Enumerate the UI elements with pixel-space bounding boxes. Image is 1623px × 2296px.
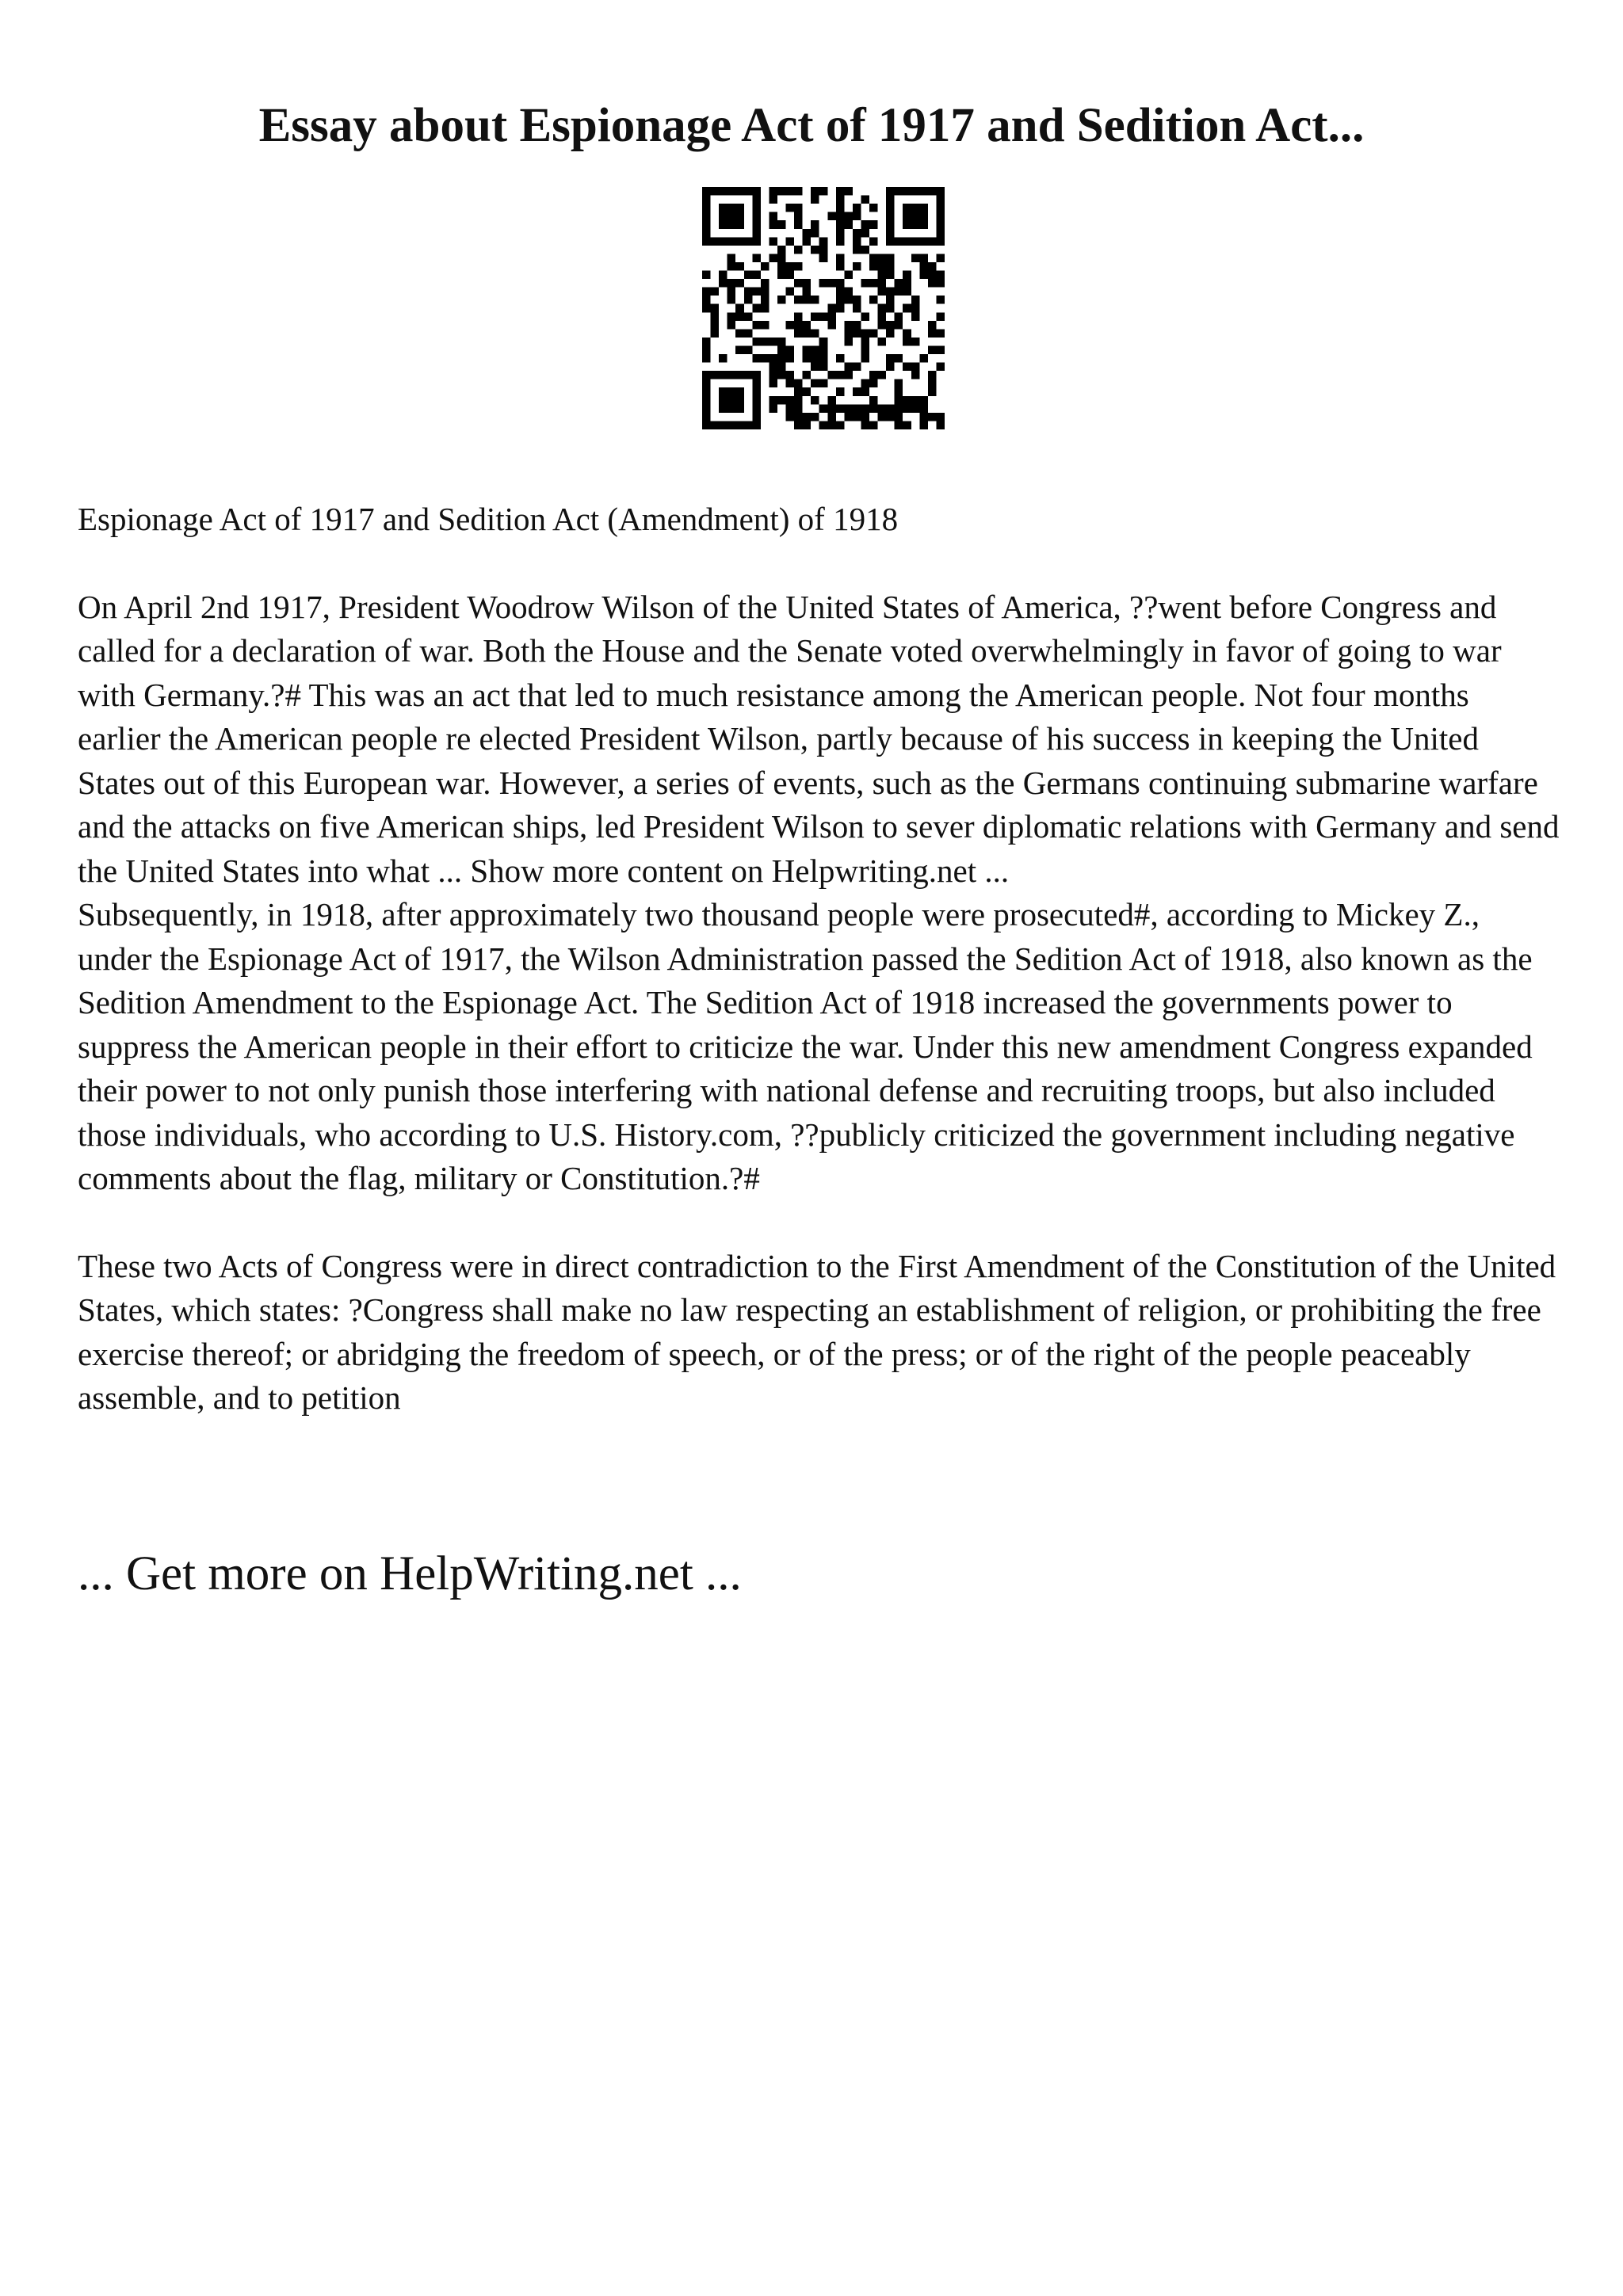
get-more-link[interactable]: ... Get more on HelpWriting.net ... — [78, 1547, 742, 1600]
section-heading: Espionage Act of 1917 and Sedition Act (Amendment) of 1918 — [78, 501, 899, 537]
paragraph-spacer — [78, 542, 1560, 585]
paragraph-spacer — [78, 1201, 1560, 1245]
document-body — [78, 498, 1560, 1421]
qr-code-image — [702, 187, 945, 429]
document-title: Essay about Espionage Act of 1917 and Sedition Act... — [258, 99, 1365, 152]
paragraph: These two Acts of Congress were in direct contradiction to the First Amendment of the Constitution of the United States, which states: ?Congress shall make no law respecting an establishment of religion, or prohibiting the free exercise thereof; or abridging the freedom of speech, or of the press; or of the right of the people peaceably assemble, and to petition — [78, 1247, 1556, 1416]
paragraph: Subsequently, in 1918, after approximately two thousand people were prosecuted#, according to Mickey Z., under the Espionage Act of 1917, the Wilson Administration passed the Sedition Act of 1918, also known as the Sedition Amendment to the Espionage Act. The Sedition Act of 1918 increased the governments power to suppress the American people in their effort to criticize the war. Under this new amendment Congress expanded their power to not only punish those interfering with national defense and recruiting troops, but also included those individuals, who according to U.S. History.com, ??publicly criticized the government including negative comments about the flag, military or Constitution.?# — [78, 896, 1533, 1196]
qr-code — [702, 187, 945, 429]
paragraph: On April 2nd 1917, President Woodrow Wilson of the United States of America, ??went before Congress and called for a declaration of war. Both the House and the Senate voted overwhelmingly in favor of going to war with Germany.?# This was an act that led to much resistance among the American people. Not four months earlier the American people re elected President Wilson, partly because of his success in keeping the United States out of this European war. However, a series of events, such as the Germans continuing submarine warfare and the attacks on five American ships, led President Wilson to sever diplomatic relations with Germany and send the United States into what ... Show more content on Helpwriting.net ... — [78, 588, 1560, 889]
